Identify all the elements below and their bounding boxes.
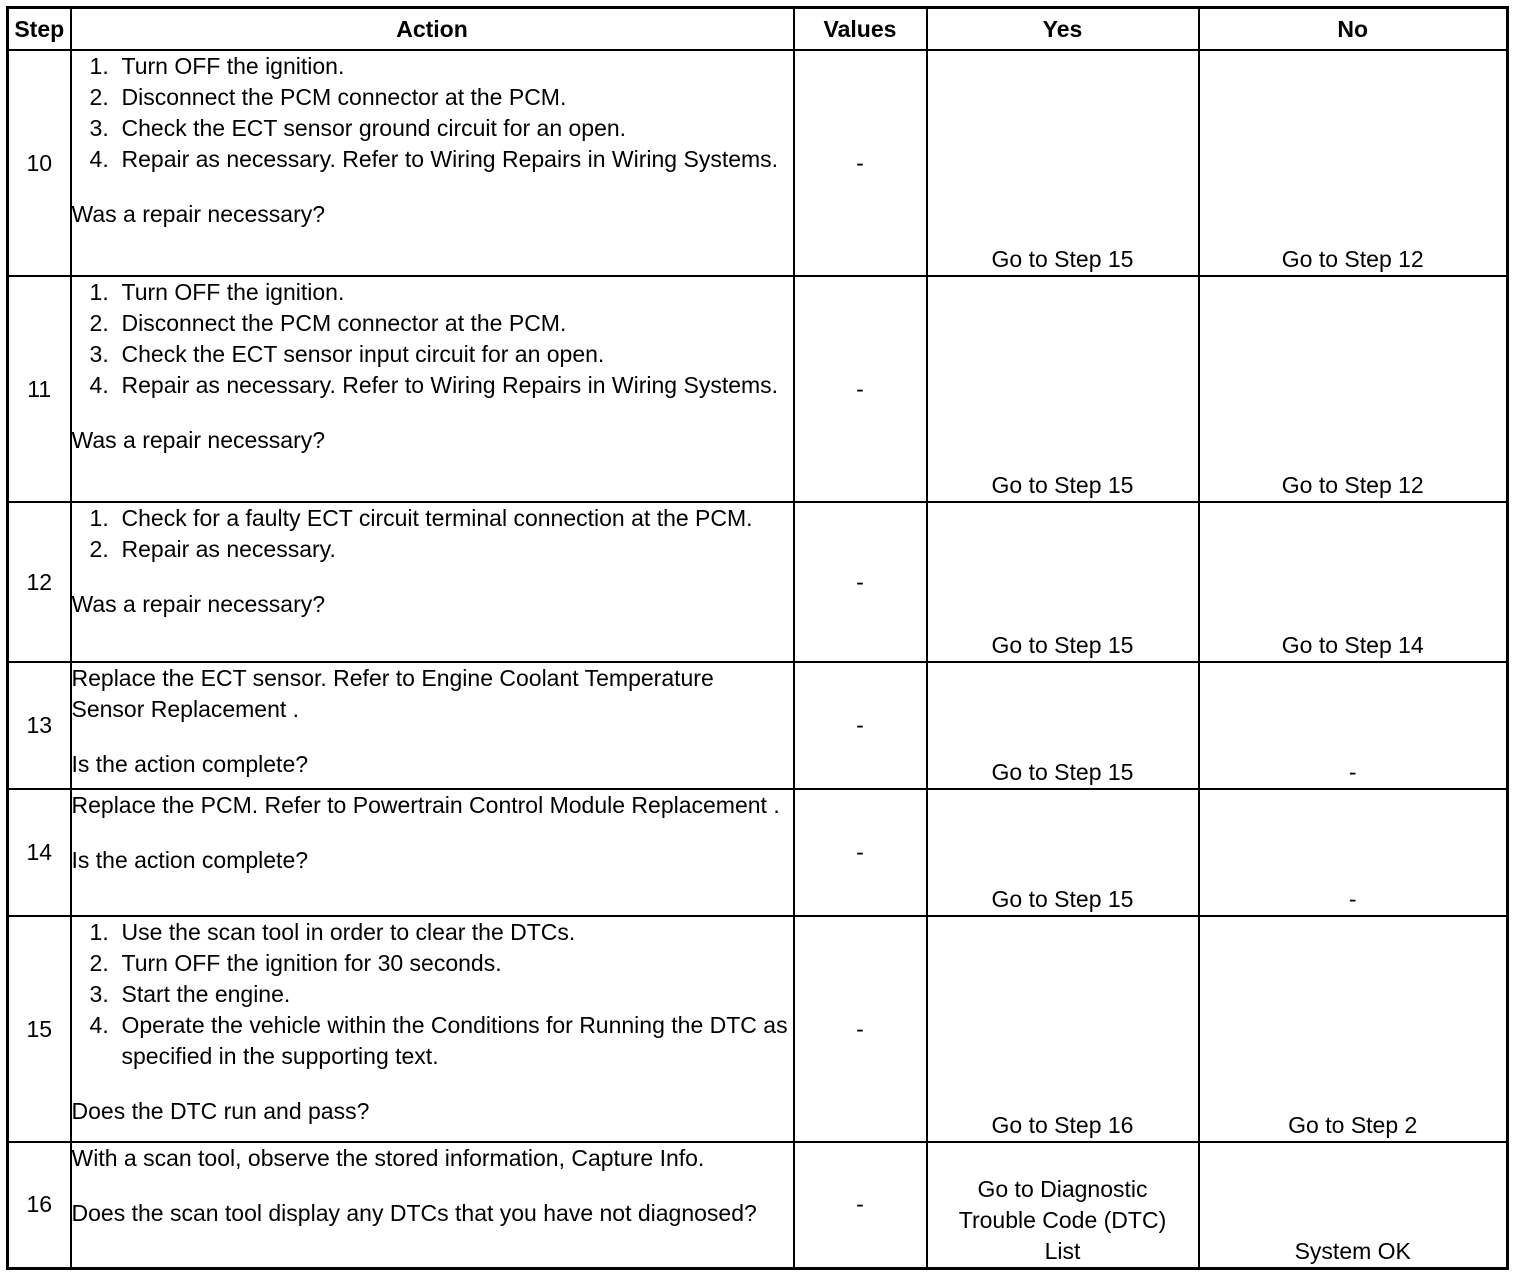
action-question: Was a repair necessary? — [71, 427, 326, 453]
action-text: Replace the ECT sensor. Refer to Engine Coolant Temperature Sensor Replacement . — [71, 665, 714, 722]
yes-outcome: Go to Step 15 — [927, 789, 1199, 916]
table-row — [8, 502, 1508, 662]
action-cell — [71, 916, 794, 1142]
action-question: Does the DTC run and pass? — [71, 1098, 370, 1124]
action-step: 2. Disconnect the PCM connector at the PCM. — [122, 308, 793, 339]
no-outcome: Go to Step 14 — [1199, 502, 1508, 662]
header-no: No — [1199, 8, 1508, 51]
action-steps — [72, 503, 793, 565]
table-row — [8, 662, 1508, 789]
step-number: 10 — [8, 50, 71, 276]
action-step: 1. Turn OFF the ignition. — [122, 277, 793, 308]
table-row — [8, 276, 1508, 502]
action-cell — [71, 1142, 794, 1268]
values-cell: - — [794, 276, 927, 502]
step-number: 16 — [8, 1142, 71, 1268]
action-cell — [71, 662, 794, 789]
no-outcome: Go to Step 2 — [1199, 916, 1508, 1142]
action-question: Does the scan tool display any DTCs that you have not diagnosed? — [71, 1200, 757, 1226]
table-row — [8, 789, 1508, 916]
action-step: 3. Start the engine. — [122, 979, 793, 1010]
action-step: 1. Turn OFF the ignition. — [122, 51, 793, 82]
diagnostic-table — [6, 6, 1509, 1270]
action-step: 2. Repair as necessary. — [122, 534, 793, 565]
action-question: Was a repair necessary? — [71, 201, 326, 227]
step-number: 14 — [8, 789, 71, 916]
table-row — [8, 1142, 1508, 1268]
action-cell — [71, 276, 794, 502]
header-step: Step — [8, 8, 71, 51]
yes-outcome: Go to Step 16 — [927, 916, 1199, 1142]
step-number: 11 — [8, 276, 71, 502]
action-step: 2. Disconnect the PCM connector at the PCM. — [122, 82, 793, 113]
header-yes: Yes — [927, 8, 1199, 51]
action-step: 1. Use the scan tool in order to clear the DTCs. — [122, 917, 793, 948]
yes-outcome: Go to Step 15 — [927, 276, 1199, 502]
action-steps — [72, 917, 793, 1072]
action-question: Is the action complete? — [71, 751, 309, 777]
action-text: With a scan tool, observe the stored information, Capture Info. — [71, 1145, 705, 1171]
no-outcome: - — [1199, 662, 1508, 789]
action-text: Replace the PCM. Refer to Powertrain Control Module Replacement . — [71, 792, 780, 818]
action-cell — [71, 789, 794, 916]
action-question: Was a repair necessary? — [71, 591, 326, 617]
step-number: 12 — [8, 502, 71, 662]
no-outcome: - — [1199, 789, 1508, 916]
values-cell: - — [794, 789, 927, 916]
table-row — [8, 50, 1508, 276]
action-step: 1. Check for a faulty ECT circuit terminal connection at the PCM. — [122, 503, 793, 534]
action-step: 3. Check the ECT sensor ground circuit for an open. — [122, 113, 793, 144]
table-row — [8, 916, 1508, 1142]
values-cell: - — [794, 1142, 927, 1268]
action-step: 4. Operate the vehicle within the Conditions for Running the DTC as specified in the supporting text. — [122, 1010, 793, 1072]
yes-outcome: Go to Step 15 — [927, 662, 1199, 789]
action-steps — [72, 277, 793, 401]
step-number: 15 — [8, 916, 71, 1142]
values-cell: - — [794, 50, 927, 276]
yes-outcome: Go to Step 15 — [927, 502, 1199, 662]
yes-outcome: Go to Diagnostic Trouble Code (DTC) List — [927, 1142, 1199, 1268]
header-action: Action — [71, 8, 794, 51]
action-question: Is the action complete? — [71, 847, 309, 873]
step-number: 13 — [8, 662, 71, 789]
action-step: 2. Turn OFF the ignition for 30 seconds. — [122, 948, 793, 979]
header-row — [8, 8, 1508, 51]
action-cell — [71, 502, 794, 662]
no-outcome: Go to Step 12 — [1199, 276, 1508, 502]
yes-outcome: Go to Step 15 — [927, 50, 1199, 276]
values-cell: - — [794, 916, 927, 1142]
header-values: Values — [794, 8, 927, 51]
values-cell: - — [794, 502, 927, 662]
action-step: 3. Check the ECT sensor input circuit for an open. — [122, 339, 793, 370]
no-outcome: System OK — [1199, 1142, 1508, 1268]
action-cell — [71, 50, 794, 276]
action-step: 4. Repair as necessary. Refer to Wiring Repairs in Wiring Systems. — [122, 370, 793, 401]
action-step: 4. Repair as necessary. Refer to Wiring Repairs in Wiring Systems. — [122, 144, 793, 175]
action-steps — [72, 51, 793, 175]
no-outcome: Go to Step 12 — [1199, 50, 1508, 276]
values-cell: - — [794, 662, 927, 789]
